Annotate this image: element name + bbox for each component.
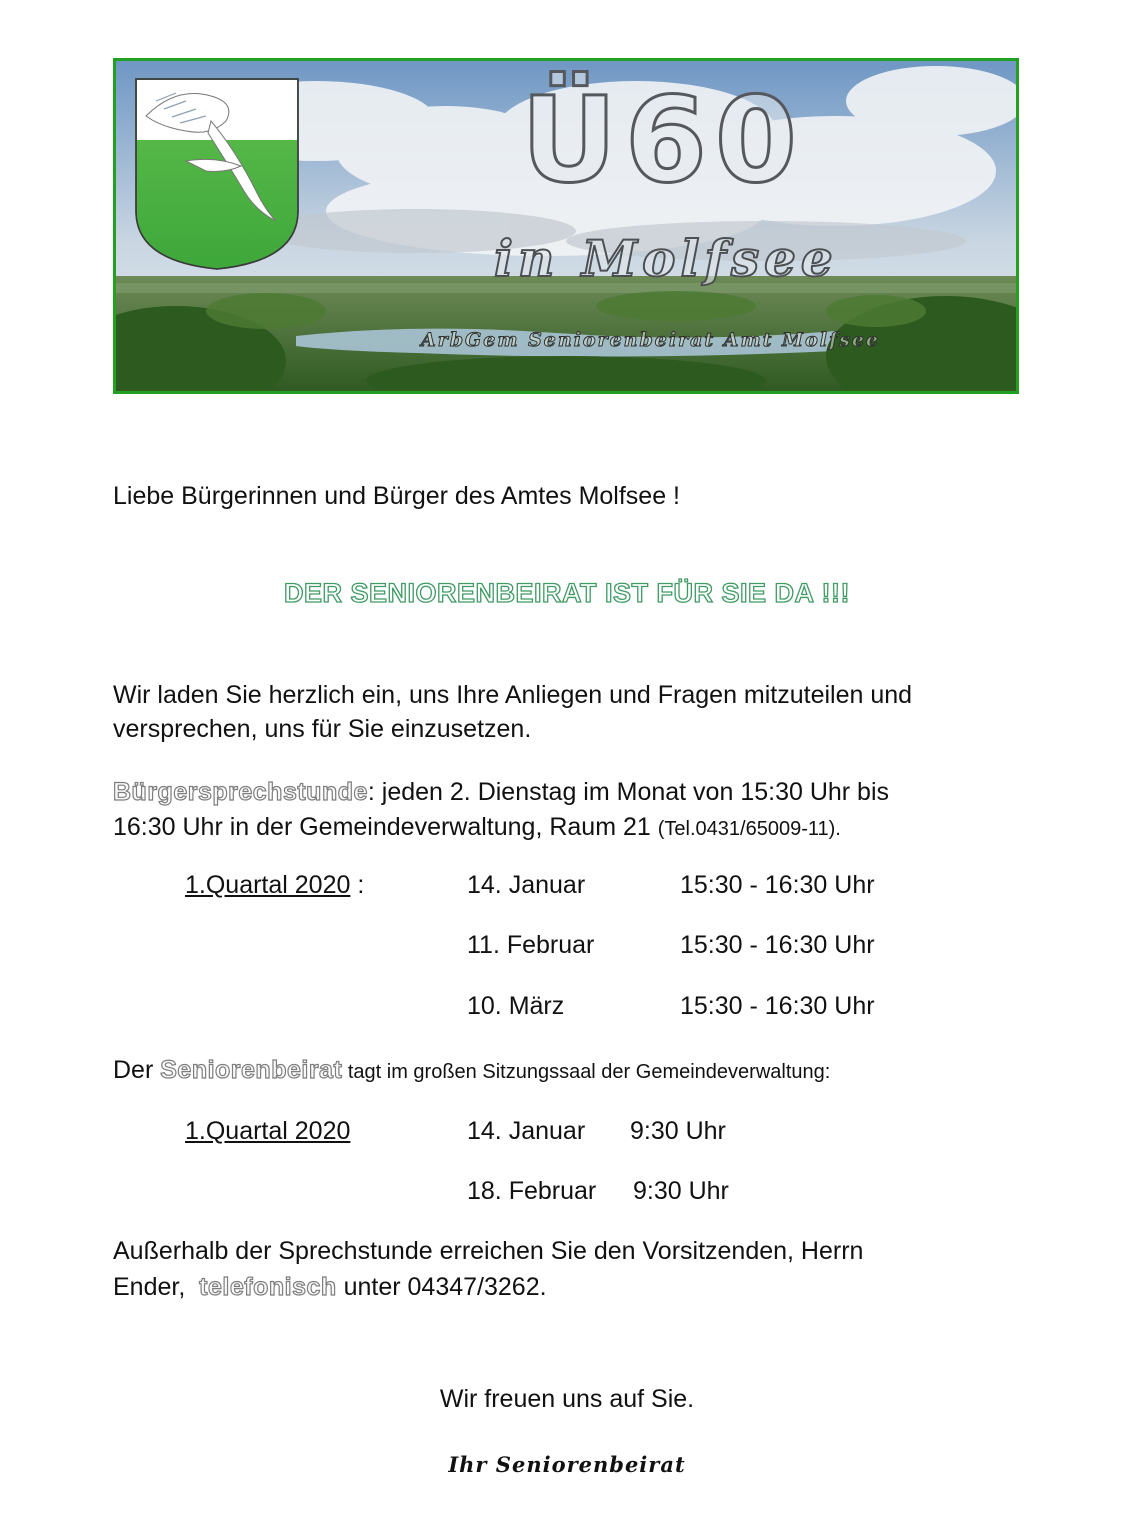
schedule1-quarter-label: 1.Quartal 2020 <box>185 871 351 899</box>
banner-subtitle: in Molfsee <box>494 229 838 288</box>
intro-line-1: Wir laden Sie herzlich ein, uns Ihre Anliegen und Fragen mitzuteilen und <box>113 681 913 709</box>
schedule2-row-time: 9:30 Uhr <box>630 1117 726 1145</box>
contact-label: telefonisch <box>199 1273 337 1301</box>
meeting-text: tagt im großen Sitzungssaal der Gemeindeverwaltung: <box>342 1061 831 1083</box>
schedule1-row-date: 11. Februar <box>467 931 595 959</box>
contact-prefix: Ender, <box>113 1273 200 1301</box>
schedule2-row-date: 14. Januar <box>467 1117 586 1145</box>
meeting-label: Seniorenbeirat <box>160 1056 343 1084</box>
banner-title: Ü60 <box>521 71 806 209</box>
contact-phone: unter 04347/3262. <box>336 1273 547 1301</box>
headline: DER SENIORENBEIRAT IST FÜR SIE DA !!! <box>283 578 850 608</box>
office-hours-line-1 <box>113 775 889 809</box>
schedule2-row-time: 9:30 Uhr <box>633 1177 729 1205</box>
bird-wheat-crest-icon <box>136 79 298 269</box>
office-hours-location: 16:30 Uhr in der Gemeindeverwaltung, Raum 21 <box>113 813 658 841</box>
schedule2-quarter <box>185 1114 350 1148</box>
schedule1-row-time: 15:30 - 16:30 Uhr <box>680 871 875 899</box>
closing-text: Wir freuen uns auf Sie. <box>439 1385 695 1413</box>
header-banner <box>113 58 1019 394</box>
schedule1-row-date: 14. Januar <box>467 871 586 899</box>
greeting: Liebe Bürgerinnen und Bürger des Amtes Molfsee ! <box>113 482 681 510</box>
signature: Ihr Seniorenbeirat <box>448 1452 686 1477</box>
meeting-line <box>113 1053 830 1089</box>
intro-line-2: versprechen, uns für Sie einzusetzen. <box>113 715 532 743</box>
banner-tagline: ArbGem Seniorenbeirat Amt Molfsee <box>421 329 881 351</box>
contact-line-1: Außerhalb der Sprechstunde erreichen Sie den Vorsitzenden, Herrn <box>113 1237 864 1265</box>
office-hours-line-2 <box>113 810 841 846</box>
office-hours-label: Bürgersprechstunde <box>113 778 368 806</box>
meeting-prefix: Der <box>113 1056 161 1084</box>
office-hours-phone: (Tel.0431/65009-11). <box>657 818 841 840</box>
contact-line-2 <box>113 1270 547 1304</box>
schedule1-colon: : <box>350 871 365 899</box>
schedule2-row-date: 18. Februar <box>467 1177 597 1205</box>
schedule2-quarter-label: 1.Quartal 2020 <box>185 1117 351 1145</box>
schedule1-quarter <box>185 868 364 902</box>
office-hours-text: : jeden 2. Dienstag im Monat von 15:30 Uhr bis <box>367 778 890 806</box>
schedule1-row-time: 15:30 - 16:30 Uhr <box>680 992 875 1020</box>
schedule1-row-time: 15:30 - 16:30 Uhr <box>680 931 875 959</box>
schedule1-row-date: 10. März <box>467 992 565 1020</box>
